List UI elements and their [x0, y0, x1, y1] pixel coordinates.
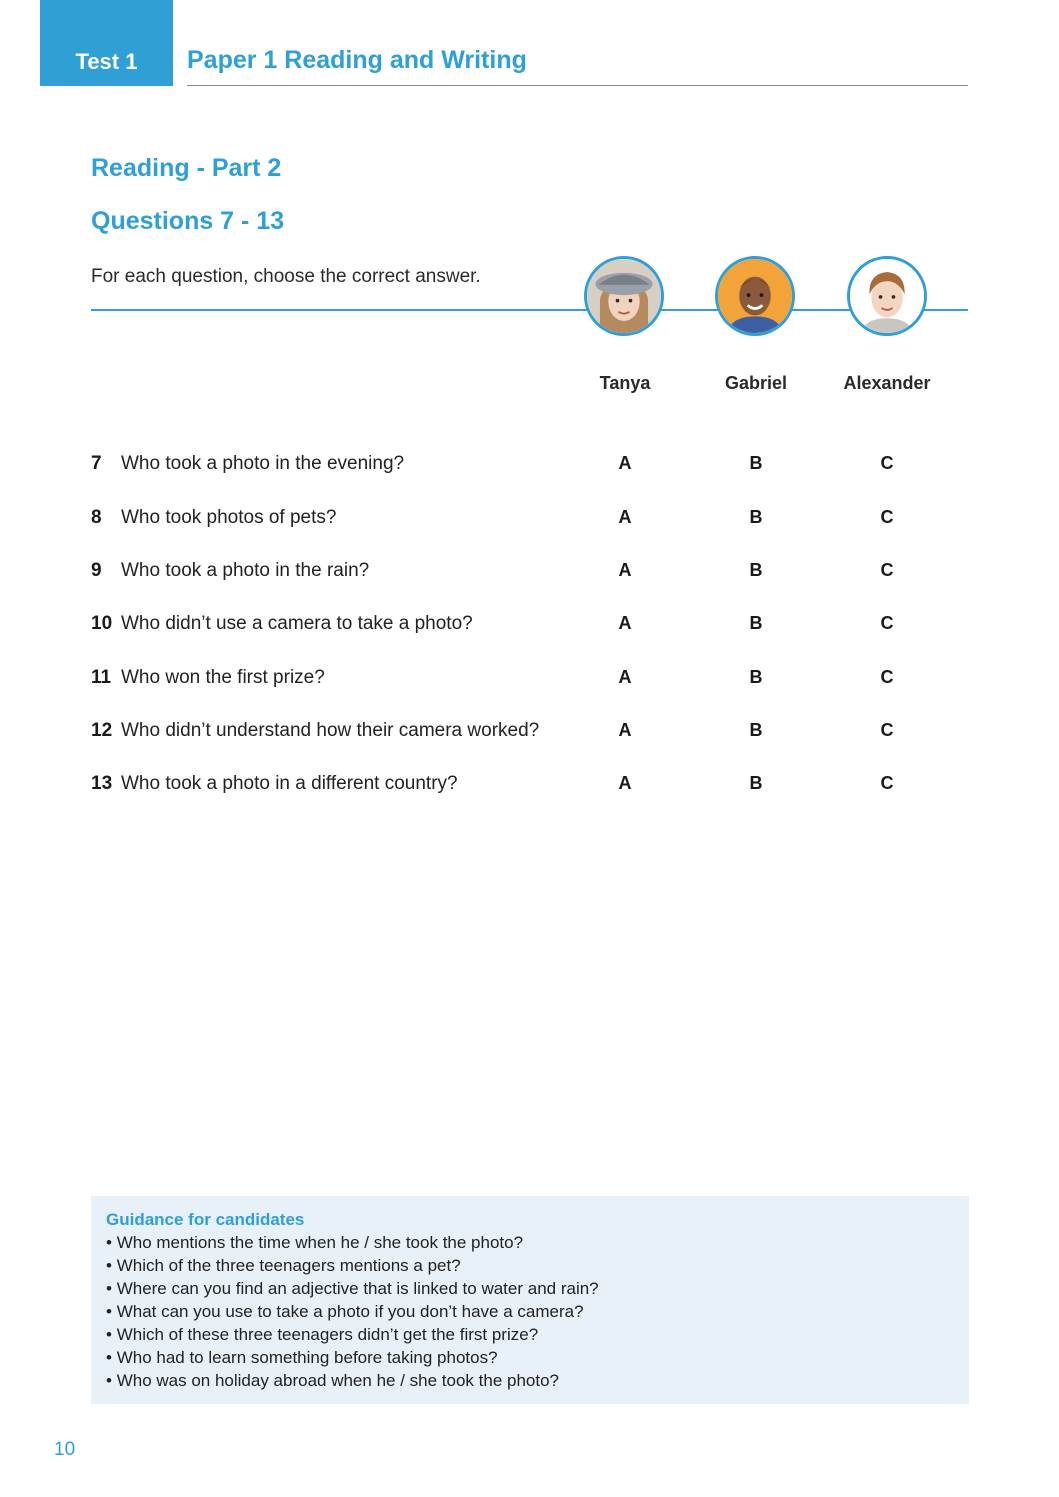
questions-title: Questions 7 - 13 — [91, 207, 285, 235]
option-b[interactable]: B — [749, 667, 763, 687]
name-alexander: Alexander — [843, 373, 931, 393]
guidance-item: • Which of these three teenagers didn’t get the first prize? — [106, 1323, 954, 1346]
question-row — [91, 560, 971, 590]
page-number: 10 — [54, 1439, 76, 1460]
option-a[interactable]: A — [618, 507, 632, 527]
option-b[interactable]: B — [749, 453, 763, 473]
option-b[interactable]: B — [749, 773, 763, 793]
guidance-box — [91, 1196, 969, 1404]
guidance-list — [106, 1231, 954, 1392]
option-a[interactable]: A — [618, 667, 632, 687]
option-b[interactable]: B — [749, 613, 763, 633]
question-text: Who took photos of pets? — [121, 507, 337, 528]
question-number: 12 — [91, 720, 113, 741]
guidance-item: • Who was on holiday abroad when he / she took the photo? — [106, 1369, 954, 1392]
question-number: 7 — [91, 453, 102, 474]
option-b[interactable]: B — [749, 720, 763, 740]
question-text: Who didn’t use a camera to take a photo? — [121, 613, 473, 634]
alexander-photo — [847, 256, 927, 336]
question-text: Who took a photo in the rain? — [121, 560, 370, 581]
option-a[interactable]: A — [618, 720, 632, 740]
option-a[interactable]: A — [618, 560, 632, 580]
name-gabriel: Gabriel — [724, 373, 788, 393]
option-a[interactable]: A — [618, 773, 632, 793]
question-text: Who didn’t understand how their camera worked? — [121, 720, 540, 741]
option-c[interactable]: C — [880, 507, 894, 527]
question-row — [91, 507, 971, 537]
name-tanya: Tanya — [599, 373, 651, 393]
guidance-item: • Who mentions the time when he / she took the photo? — [106, 1231, 954, 1254]
question-row — [91, 773, 971, 803]
question-number: 9 — [91, 560, 102, 581]
header-divider — [187, 85, 968, 86]
guidance-item: • Which of the three teenagers mentions a pet? — [106, 1254, 954, 1277]
question-text: Who took a photo in a different country? — [121, 773, 458, 794]
question-row — [91, 667, 971, 697]
paper-title: Paper 1 Reading and Writing — [187, 46, 527, 74]
question-text: Who won the first prize? — [121, 667, 325, 688]
guidance-title: Guidance for candidates — [106, 1210, 305, 1229]
question-text: Who took a photo in the evening? — [121, 453, 405, 474]
option-c[interactable]: C — [880, 773, 894, 793]
option-c[interactable]: C — [880, 560, 894, 580]
question-number: 10 — [91, 613, 113, 634]
question-row — [91, 613, 971, 643]
option-a[interactable]: A — [618, 453, 632, 473]
option-b[interactable]: B — [749, 507, 763, 527]
test-label-tab — [40, 0, 173, 86]
guidance-item: • Where can you find an adjective that is linked to water and rain? — [106, 1277, 954, 1300]
option-a[interactable]: A — [618, 613, 632, 633]
guidance-item: • What can you use to take a photo if you don’t have a camera? — [106, 1300, 954, 1323]
gabriel-photo — [715, 256, 795, 336]
option-b[interactable]: B — [749, 560, 763, 580]
tanya-photo — [584, 256, 664, 336]
test-label: Test 1 — [75, 49, 138, 74]
instruction-divider — [91, 309, 968, 311]
part-title: Reading - Part 2 — [91, 154, 282, 182]
question-number: 8 — [91, 507, 102, 528]
option-c[interactable]: C — [880, 613, 894, 633]
option-c[interactable]: C — [880, 667, 894, 687]
guidance-item: • Who had to learn something before taking photos? — [106, 1346, 954, 1369]
option-c[interactable]: C — [880, 453, 894, 473]
instruction-text: For each question, choose the correct answer. — [91, 266, 481, 287]
question-number: 11 — [91, 667, 112, 688]
option-c[interactable]: C — [880, 720, 894, 740]
question-row — [91, 720, 971, 750]
question-row — [91, 453, 971, 483]
question-number: 13 — [91, 773, 113, 794]
